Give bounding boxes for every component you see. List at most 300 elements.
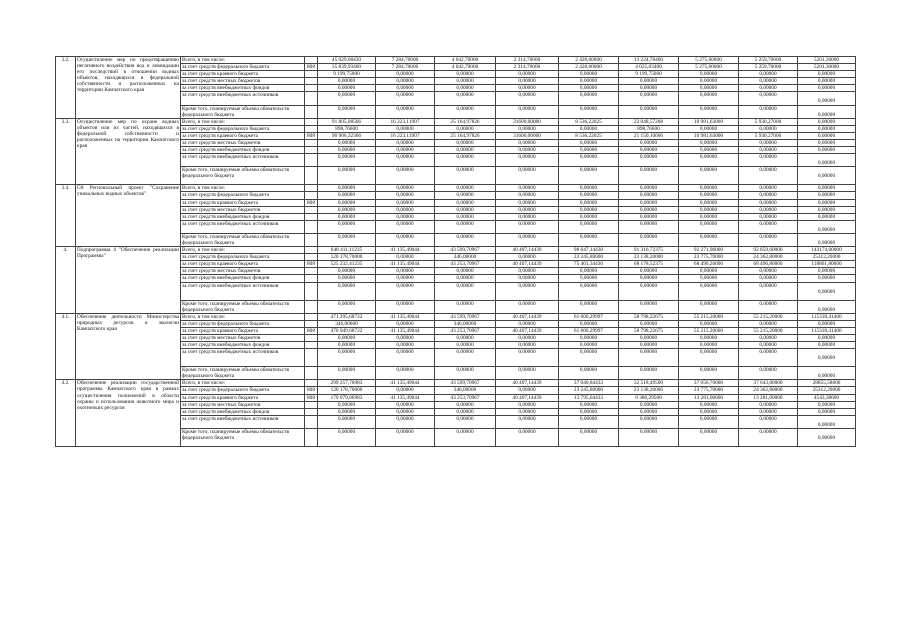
section-title: Осуществление мер по предотвращению негативного воздействия вод и ликвидации его последствий в отношении водных объектов, находящихся в федеральной собственности и расположенных на территории Камчатского края — [76, 57, 181, 119]
amount-cell: 43 599,70967 — [435, 313, 496, 320]
amount-cell: 648 411,11235 — [318, 247, 376, 254]
amount-value: 0,00000 — [817, 160, 836, 167]
section-title: Обеспечение реализации государственной программы Камчатского края в рамках осуществления полномочий в области охраны и использования животного мира и охотничьих ресурсов — [76, 380, 181, 447]
amount-cell: 0,00000 — [318, 401, 376, 408]
department-code — [305, 154, 318, 167]
funding-source: за счет средств федерального бюджета — [181, 64, 305, 71]
amount-cell: 0,00000 — [679, 71, 739, 78]
amount-cell: 0,00000 — [435, 85, 496, 92]
amount-cell: 0,00000 — [679, 300, 739, 313]
amount-cell: 90 906,32366 — [318, 132, 376, 139]
amount-cell: 0,00000 — [798, 213, 856, 220]
amount-cell: 0,00000 — [496, 192, 559, 199]
amount-cell: 0,00000 — [679, 192, 739, 199]
amount-cell: 0,00000 — [559, 147, 619, 154]
amount-cell: 0,00000 — [619, 428, 679, 446]
amount-cell: 0,00000 — [739, 428, 798, 446]
amount-cell: 0,00000 — [679, 401, 739, 408]
amount-cell: 0,00000 — [318, 199, 376, 206]
amount-cell: 40 407,14439 — [496, 261, 559, 268]
amount-value: 0,00000 — [817, 111, 836, 118]
amount-cell: 0,00000 — [496, 105, 559, 118]
amount-cell: 0,00000 — [559, 125, 619, 132]
amount-cell: 40 407,14439 — [496, 247, 559, 254]
amount-cell: 0,00000 — [435, 415, 496, 428]
amount-cell: 0,00000 — [798, 401, 856, 408]
amount-cell: 0,00000 — [376, 92, 435, 105]
amount-cell: 0,00000 — [798, 132, 856, 139]
amount-cell: 0,00000 — [435, 147, 496, 154]
amount-cell: 0,00000 — [376, 282, 435, 300]
department-code — [305, 247, 318, 254]
amount-cell — [798, 220, 856, 233]
department-code — [305, 300, 318, 313]
amount-cell: 0,00000 — [739, 342, 798, 349]
amount-cell: 0,00000 — [376, 335, 435, 342]
amount-cell — [798, 300, 856, 313]
amount-cell: 0,00000 — [679, 185, 739, 192]
amount-value: 0,00000 — [817, 226, 836, 233]
amount-cell: 0,00000 — [619, 85, 679, 92]
amount-cell: 0,00000 — [435, 349, 496, 367]
funding-source: за счет средств внебюджетных фондов — [181, 85, 305, 92]
amount-cell: 0,00000 — [318, 220, 376, 233]
amount-cell: 0,00000 — [798, 275, 856, 282]
amount-cell: 0,00000 — [435, 335, 496, 342]
amount-value: 0,00000 — [817, 373, 836, 380]
amount-cell: 0,00000 — [376, 192, 435, 199]
amount-cell: 0,00000 — [619, 335, 679, 342]
amount-cell: 0,00000 — [376, 206, 435, 213]
amount-cell: 0,00000 — [619, 206, 679, 213]
amount-cell: 0,00000 — [435, 268, 496, 275]
amount-cell: 0,00000 — [376, 154, 435, 167]
amount-cell: 0,00000 — [496, 206, 559, 213]
amount-cell: 0,00000 — [376, 185, 435, 192]
department-code — [305, 78, 318, 85]
amount-cell: 0,00000 — [435, 199, 496, 206]
amount-cell: 0,00000 — [496, 154, 559, 167]
amount-cell: 0,00000 — [496, 387, 559, 394]
amount-cell: 0,00000 — [376, 401, 435, 408]
department-code — [305, 367, 318, 380]
department-code — [305, 192, 318, 199]
amount-cell: 0,00000 — [679, 213, 739, 220]
amount-cell: 0,00000 — [435, 78, 496, 85]
amount-cell: 0,00000 — [679, 78, 739, 85]
amount-cell: 0,00000 — [679, 154, 739, 167]
funding-source: Всего, в том числе: — [181, 118, 305, 125]
funding-source: Кроме того, планируемые объемы обязательств федерального бюджета — [181, 105, 305, 118]
section-title: G8 Региональный проект "Сохранение уникальных водных объектов" — [76, 185, 181, 247]
amount-cell: 0,00000 — [318, 185, 376, 192]
amount-cell: 10 981,63000 — [679, 118, 739, 125]
amount-cell: 0,00000 — [435, 185, 496, 192]
amount-cell: 4 025,03400 — [619, 64, 679, 71]
amount-cell: 35 839,93400 — [318, 64, 376, 71]
amount-cell: 0,00000 — [376, 428, 435, 446]
amount-cell: 7 284,70000 — [376, 64, 435, 71]
amount-cell: 0,00000 — [435, 92, 496, 105]
department-code — [305, 313, 318, 320]
department-code — [305, 85, 318, 92]
amount-cell: 5 275,60000 — [679, 57, 739, 64]
amount-cell: 0,00000 — [619, 185, 679, 192]
amount-cell: 118861,80000 — [798, 261, 856, 268]
amount-cell: 0,00000 — [619, 220, 679, 233]
amount-value: 0,00000 — [817, 173, 836, 180]
department-code — [305, 118, 318, 125]
amount-cell: 41 135,49044 — [376, 327, 435, 334]
amount-cell: 0,00000 — [798, 185, 856, 192]
amount-cell: 0,00000 — [318, 233, 376, 246]
amount-cell: 0,00000 — [559, 71, 619, 78]
amount-cell: 0,00000 — [318, 154, 376, 167]
program-budget-table — [55, 56, 856, 447]
amount-cell: 0,00000 — [739, 401, 798, 408]
funding-source: Кроме того, планируемые объемы обязательств федерального бюджета — [181, 428, 305, 446]
amount-cell: 68 178,52375 — [619, 261, 679, 268]
amount-value: 0,00000 — [817, 98, 836, 105]
funding-source: за счет средств внебюджетных фондов — [181, 408, 305, 415]
amount-cell: 0,00000 — [318, 282, 376, 300]
department-code — [305, 428, 318, 446]
section-number: 4.1. — [56, 313, 76, 380]
funding-source: за счет средств местных бюджетов — [181, 401, 305, 408]
department-code — [305, 342, 318, 349]
amount-cell: 0,00000 — [559, 415, 619, 428]
amount-cell: 0,00000 — [798, 320, 856, 327]
amount-cell: 0,00000 — [496, 335, 559, 342]
funding-source: за счет средств местных бюджетов — [181, 335, 305, 342]
funding-source: за счет средств краевого бюджета — [181, 394, 305, 401]
amount-cell: 0,00000 — [619, 233, 679, 246]
amount-cell: 9 199,75000 — [318, 71, 376, 78]
amount-cell: 346,00000 — [435, 254, 496, 261]
amount-cell: 2 314,70000 — [496, 64, 559, 71]
amount-cell: 0,00000 — [619, 192, 679, 199]
department-code: 808 — [305, 132, 318, 139]
amount-cell: 43 599,70967 — [435, 247, 496, 254]
amount-cell: 23 245,80000 — [559, 387, 619, 394]
amount-cell: 5 930,27000 — [739, 118, 798, 125]
department-code — [305, 408, 318, 415]
amount-cell: 0,00000 — [679, 199, 739, 206]
funding-source: Всего, в том числе: — [181, 57, 305, 64]
amount-cell: 0,00000 — [496, 92, 559, 105]
amount-cell: 0,00000 — [318, 349, 376, 367]
department-code — [305, 167, 318, 185]
amount-cell: 5 259,70000 — [739, 64, 798, 71]
amount-cell: 0,00000 — [619, 167, 679, 185]
amount-value: 0,00000 — [817, 288, 836, 295]
amount-cell: 0,00000 — [798, 71, 856, 78]
amount-cell: 0,00000 — [619, 147, 679, 154]
amount-cell: 55 215,20000 — [739, 313, 798, 320]
amount-cell: 346,00000 — [318, 320, 376, 327]
amount-cell: 68 496,80000 — [739, 261, 798, 268]
amount-cell: 0,00000 — [559, 105, 619, 118]
amount-cell: 0,00000 — [559, 349, 619, 367]
amount-cell: 0,00000 — [559, 192, 619, 199]
amount-cell: 16 223,11907 — [376, 132, 435, 139]
amount-cell: 37 056,70000 — [679, 380, 739, 387]
amount-cell: 0,00000 — [559, 92, 619, 105]
amount-cell: 0,00000 — [435, 105, 496, 118]
funding-source: Кроме того, планируемые объемы обязательств федерального бюджета — [181, 300, 305, 313]
amount-cell — [798, 154, 856, 167]
amount-cell: 25312,20000 — [798, 254, 856, 261]
amount-cell: 22 048,57208 — [619, 118, 679, 125]
amount-cell: 40 407,14439 — [496, 327, 559, 334]
amount-cell: 0,00000 — [679, 147, 739, 154]
amount-cell: 0,00000 — [435, 125, 496, 132]
amount-cell: 0,00000 — [619, 92, 679, 105]
amount-cell: 0,00000 — [496, 408, 559, 415]
amount-cell: 0,00000 — [619, 154, 679, 167]
amount-cell: 0,00000 — [739, 268, 798, 275]
amount-cell: 898,76600 — [318, 125, 376, 132]
amount-cell: 25 164,97826 — [435, 132, 496, 139]
funding-source: за счет средств федерального бюджета — [181, 320, 305, 327]
amount-cell: 24 362,80000 — [739, 387, 798, 394]
amount-cell: 0,00000 — [798, 140, 856, 147]
amount-cell: 0,00000 — [318, 78, 376, 85]
amount-cell: 0,00000 — [496, 167, 559, 185]
budget-table-sheet — [55, 56, 855, 447]
amount-cell: 0,00000 — [619, 275, 679, 282]
amount-cell: 0,00000 — [559, 206, 619, 213]
amount-cell: 0,00000 — [798, 192, 856, 199]
amount-cell: 0,00000 — [619, 320, 679, 327]
amount-cell: 0,00000 — [559, 320, 619, 327]
amount-cell: 0,00000 — [619, 408, 679, 415]
amount-cell: 0,00000 — [798, 85, 856, 92]
amount-cell: 55 215,20000 — [679, 327, 739, 334]
amount-cell: 0,00000 — [559, 213, 619, 220]
funding-source: за счет средств федерального бюджета — [181, 254, 305, 261]
amount-value: 0,00000 — [817, 421, 836, 428]
amount-cell: 0,00000 — [376, 320, 435, 327]
amount-cell: 0,00000 — [318, 92, 376, 105]
amount-cell: 0,00000 — [435, 192, 496, 199]
amount-cell: 0,00000 — [376, 140, 435, 147]
amount-cell: 2 314,70000 — [496, 57, 559, 64]
amount-cell: 68 496,26000 — [679, 261, 739, 268]
amount-cell: 9 199,75000 — [619, 71, 679, 78]
section-title: Осуществление мер по охране водных объектов или их частей, находящихся в федеральной собственности и расположенных на территории Камчатского края — [76, 118, 181, 185]
amount-cell: 0,00000 — [619, 213, 679, 220]
amount-cell: 23 138,20000 — [619, 387, 679, 394]
amount-value: 0,00000 — [817, 239, 836, 246]
amount-cell: 0,00000 — [376, 78, 435, 85]
section-title: Подпрограмма 4 "Обеспечение реализации Программы" — [76, 247, 181, 314]
amount-cell: 0,00000 — [376, 342, 435, 349]
amount-cell: 0,00000 — [619, 401, 679, 408]
amount-cell: 0,00000 — [679, 275, 739, 282]
amount-cell: 41 135,49044 — [376, 261, 435, 268]
amount-cell: 25312,20000 — [798, 387, 856, 394]
section-number: 4.2. — [56, 380, 76, 447]
funding-source: за счет средств внебюджетных источников — [181, 154, 305, 167]
funding-source: за счет средств краевого бюджета — [181, 71, 305, 78]
amount-cell: 41 135,49044 — [376, 394, 435, 401]
amount-cell: 0,00000 — [496, 71, 559, 78]
table-row — [56, 118, 856, 125]
table-row — [56, 57, 856, 64]
amount-cell — [798, 415, 856, 428]
amount-cell: 0,00000 — [739, 335, 798, 342]
amount-cell: 0,00000 — [496, 349, 559, 367]
amount-cell: 0,00000 — [739, 78, 798, 85]
amount-cell: 0,00000 — [559, 367, 619, 380]
amount-cell: 23 245,80000 — [559, 254, 619, 261]
amount-cell: 0,00000 — [435, 428, 496, 446]
amount-cell: 0,00000 — [798, 268, 856, 275]
amount-cell: 37 040,84433 — [559, 380, 619, 387]
amount-cell: 0,00000 — [798, 147, 856, 154]
amount-cell: 0,00000 — [496, 199, 559, 206]
amount-cell: 2 428,60000 — [559, 57, 619, 64]
amount-cell: 0,00000 — [679, 415, 739, 428]
amount-cell: 0,00000 — [376, 125, 435, 132]
amount-cell: 0,00000 — [619, 342, 679, 349]
department-code — [305, 220, 318, 233]
amount-cell: 0,00000 — [559, 428, 619, 446]
amount-cell: 0,00000 — [496, 367, 559, 380]
amount-cell: 0,00000 — [559, 233, 619, 246]
amount-cell: 0,00000 — [559, 408, 619, 415]
amount-cell: 143174,00000 — [798, 247, 856, 254]
department-code — [305, 206, 318, 213]
funding-source: за счет средств внебюджетных фондов — [181, 147, 305, 154]
amount-cell: 40 407,14439 — [496, 394, 559, 401]
funding-source: за счет средств внебюджетных источников — [181, 349, 305, 367]
amount-cell: 0,00000 — [376, 220, 435, 233]
amount-cell: 0,00000 — [679, 349, 739, 367]
amount-cell: 0,00000 — [496, 342, 559, 349]
amount-cell: 55 215,20000 — [679, 313, 739, 320]
amount-cell: 0,00000 — [496, 220, 559, 233]
table-row — [56, 313, 856, 320]
amount-cell: 0,00000 — [679, 233, 739, 246]
amount-cell: 0,00000 — [496, 282, 559, 300]
amount-cell: 0,00000 — [679, 206, 739, 213]
amount-cell: 0,00000 — [435, 140, 496, 147]
amount-cell: 0,00000 — [739, 71, 798, 78]
section-number: 3.2. — [56, 57, 76, 119]
department-code — [305, 320, 318, 327]
section-number: 3.3. — [56, 118, 76, 185]
amount-cell: 13 224,78400 — [619, 57, 679, 64]
amount-cell: 0,00000 — [376, 387, 435, 394]
amount-cell: 120 178,70000 — [318, 387, 376, 394]
amount-cell: 0,00000 — [318, 367, 376, 380]
funding-source: Кроме того, планируемые объемы обязательств федерального бюджета — [181, 233, 305, 246]
amount-cell: 0,00000 — [679, 320, 739, 327]
table-row — [56, 247, 856, 254]
department-code: 808 — [305, 394, 318, 401]
amount-cell: 0,00000 — [318, 342, 376, 349]
funding-source: за счет средств местных бюджетов — [181, 78, 305, 85]
department-code: 808 — [305, 199, 318, 206]
amount-cell: 0,00000 — [739, 167, 798, 185]
amount-cell: 43 253,70967 — [435, 327, 496, 334]
amount-cell: 0,00000 — [318, 206, 376, 213]
amount-cell: 0,00000 — [739, 206, 798, 213]
amount-cell: 346,00000 — [435, 387, 496, 394]
amount-cell: 0,00000 — [679, 85, 739, 92]
amount-cell — [798, 167, 856, 185]
amount-cell: 0,00000 — [679, 428, 739, 446]
amount-cell — [798, 349, 856, 367]
amount-cell: 0,00000 — [496, 320, 559, 327]
amount-cell: 0,00000 — [435, 367, 496, 380]
amount-cell — [798, 282, 856, 300]
amount-cell: 61 606,29997 — [559, 313, 619, 320]
amount-cell: 346,00000 — [435, 320, 496, 327]
department-code — [305, 335, 318, 342]
funding-source: за счет средств местных бюджетов — [181, 140, 305, 147]
amount-cell: 75 401,34430 — [559, 261, 619, 268]
amount-cell: 0,00000 — [435, 342, 496, 349]
amount-cell: 0,00000 — [739, 408, 798, 415]
funding-source: Всего, в том числе: — [181, 247, 305, 254]
amount-cell: 0,00000 — [679, 335, 739, 342]
amount-cell: 0,00000 — [739, 415, 798, 428]
amount-cell: 0,00000 — [679, 125, 739, 132]
amount-cell: 24 362,80000 — [739, 254, 798, 261]
amount-cell: 0,00000 — [559, 275, 619, 282]
amount-cell: 31600,00000 — [496, 132, 559, 139]
amount-cell: 0,00000 — [619, 367, 679, 380]
amount-cell: 0,00000 — [435, 167, 496, 185]
amount-cell: 0,00000 — [619, 415, 679, 428]
amount-cell: 0,00000 — [559, 220, 619, 233]
amount-value: 0,00000 — [817, 306, 836, 313]
amount-cell: 23 775,70000 — [679, 254, 739, 261]
amount-cell: 0,00000 — [739, 199, 798, 206]
amount-cell: 2 428,60000 — [559, 64, 619, 71]
amount-cell: 98 647,14430 — [559, 247, 619, 254]
amount-cell: 0,00000 — [619, 300, 679, 313]
amount-cell: 0,00000 — [679, 268, 739, 275]
funding-source: за счет средств внебюджетных фондов — [181, 275, 305, 282]
amount-cell: 0,00000 — [798, 78, 856, 85]
amount-cell: 23 138,20000 — [619, 254, 679, 261]
amount-cell: 0,00000 — [376, 105, 435, 118]
amount-cell: 55 215,20000 — [739, 327, 798, 334]
amount-cell: 0,00000 — [376, 408, 435, 415]
department-code — [305, 275, 318, 282]
amount-cell: 31600,00000 — [496, 118, 559, 125]
amount-cell: 0,00000 — [376, 415, 435, 428]
amount-cell: 4543,38600 — [798, 394, 856, 401]
amount-cell: 0,00000 — [496, 428, 559, 446]
amount-cell: 8 536,22025 — [559, 132, 619, 139]
amount-cell: 0,00000 — [739, 192, 798, 199]
department-code — [305, 233, 318, 246]
funding-source: за счет средств местных бюджетов — [181, 268, 305, 275]
amount-cell: 0,00000 — [496, 78, 559, 85]
amount-cell: 0,00000 — [679, 367, 739, 380]
department-code: 808 — [305, 64, 318, 71]
funding-source: за счет средств местных бюджетов — [181, 206, 305, 213]
department-code — [305, 105, 318, 118]
amount-cell: 0,00000 — [739, 220, 798, 233]
amount-cell — [798, 233, 856, 246]
amount-cell: 40 407,14439 — [496, 380, 559, 387]
